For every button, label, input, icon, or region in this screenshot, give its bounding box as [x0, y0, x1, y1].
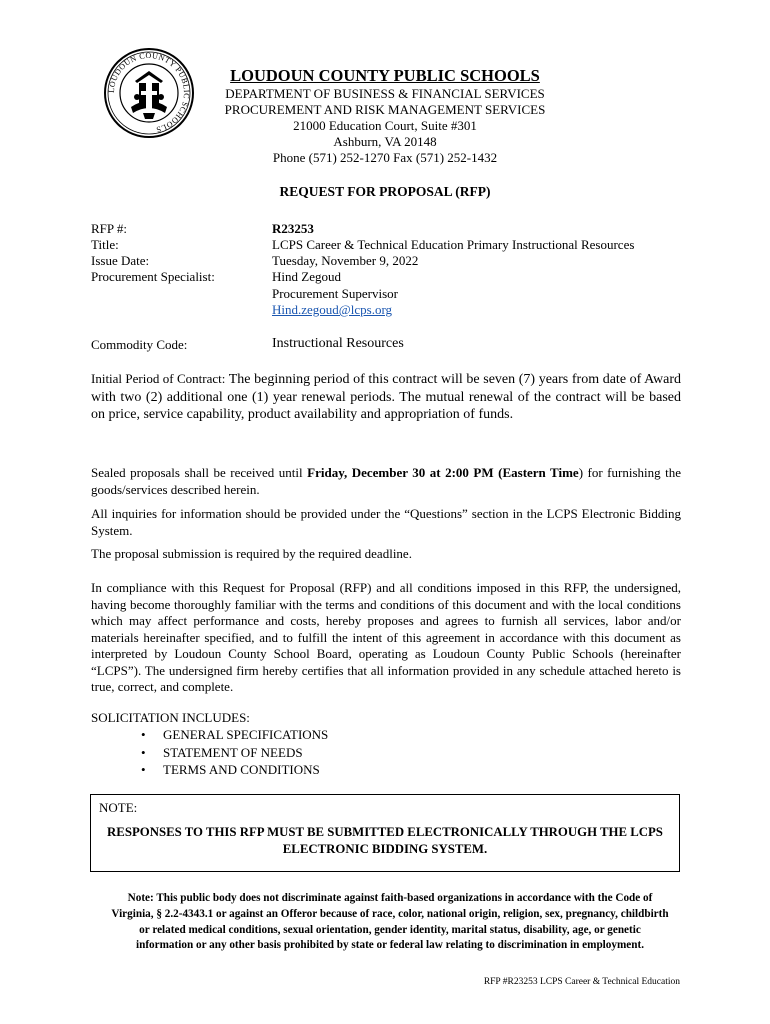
contract-period-paragraph: [91, 371, 681, 424]
contract-period-text: The beginning period of this contract will be seven (7) years from date of Award with two (2) additional one (1) year renewal periods. The mutual renewal of the contract will be based on price, service capability, product availability and appropriation of funds.: [91, 372, 681, 423]
procurement-specialist-label: Procurement Specialist:: [91, 269, 215, 284]
sealed-proposals-paragraph: [91, 465, 681, 498]
school-name: LOUDOUN COUNTY PUBLIC SCHOOLS: [230, 66, 540, 85]
page-footer: RFP #R23253 LCPS Career & Technical Education: [483, 977, 680, 987]
rfp-number-label: RFP #:: [91, 221, 128, 236]
solicitation-heading: SOLICITATION INCLUDES:: [91, 710, 250, 725]
list-item: • GENERAL SPECIFICATIONS: [141, 727, 329, 742]
school-seal-logo: [103, 47, 195, 139]
document-title: REQUEST FOR PROPOSAL (RFP): [279, 184, 491, 199]
commodity-code-value: Instructional Resources: [272, 336, 404, 351]
inquiries-paragraph: All inquiries for information should be provided under the “Questions” section in the LCPS Electronic Bidding System.: [91, 506, 681, 538]
sealed-post: ) for furnishing the goods/services described herein.: [91, 465, 681, 497]
address-line-1: 21000 Education Court, Suite #301: [293, 118, 477, 133]
specialist-role: Procurement Supervisor: [272, 286, 399, 301]
specialist-name: Hind Zegoud: [272, 269, 341, 284]
deadline-text: Friday, December 30 at 2:00 PM (Eastern Time: [307, 465, 579, 480]
issue-date-value: Tuesday, November 9, 2022: [272, 253, 419, 268]
title-label: Title:: [91, 237, 119, 252]
division-name: PROCUREMENT AND RISK MANAGEMENT SERVICES: [224, 102, 546, 117]
note-text: RESPONSES TO THIS RFP MUST BE SUBMITTED ELECTRONICALLY THROUGH THE LCPS ELECTRONIC BIDDING SYSTEM.: [107, 825, 663, 856]
contract-period-label: Initial Period of Contract:: [91, 371, 229, 386]
sealed-pre: Sealed proposals shall be received until: [91, 465, 308, 480]
specialist-email-link[interactable]: Hind.zegoud@lcps.org: [272, 302, 393, 317]
commodity-code-label: Commodity Code:: [91, 337, 188, 352]
seal-ring-text: LOUDOUN COUNTY PUBLIC SCHOOLS: [106, 50, 192, 135]
note-label: NOTE:: [99, 800, 138, 815]
nondiscrimination-disclaimer: Note: This public body does not discriminate against faith-based organizations in accordance with the Code of Virginia, § 2.2-4343.1 or against an Offeror because of race, color, national origin, religion, sex, pregnancy, childbirth or related medical conditions, sexual orientation, gender identity, marital status, disability, age, or genetic information or any other basis prohibited by state or federal law relating to discrimination in employment.: [111, 892, 669, 952]
title-value: LCPS Career & Technical Education Primary Instructional Resources: [272, 237, 635, 252]
list-item: • TERMS AND CONDITIONS: [141, 762, 320, 777]
address-line-2: Ashburn, VA 20148: [333, 134, 437, 149]
issue-date-label: Issue Date:: [91, 253, 150, 268]
solicitation-list: [141, 726, 328, 779]
department-name: DEPARTMENT OF BUSINESS & FINANCIAL SERVICES: [225, 86, 545, 101]
compliance-paragraph: In compliance with this Request for Proposal (RFP) and all conditions imposed in this RFP, the undersigned, having become thoroughly familiar with the terms and conditions of this document and with the local conditions which may affect performance and costs, hereby proposes and agrees to furnish all services, labor and/or materials hereinafter specified, and to fulfill the intent of this agreement in accordance with this document as interpreted by Loudoun County School Board, operating as Loudoun County Public Schools (hereinafter “LCPS”). The undersigned firm hereby certifies that all information provided in any schedule attached hereto is true, correct, and complete.: [91, 580, 681, 694]
phone-fax: Phone (571) 252-1270 Fax (571) 252-1432: [272, 150, 498, 165]
submission-paragraph: The proposal submission is required by the required deadline.: [91, 546, 412, 561]
rfp-number-value: R23253: [272, 221, 314, 236]
list-item: • STATEMENT OF NEEDS: [141, 744, 303, 760]
